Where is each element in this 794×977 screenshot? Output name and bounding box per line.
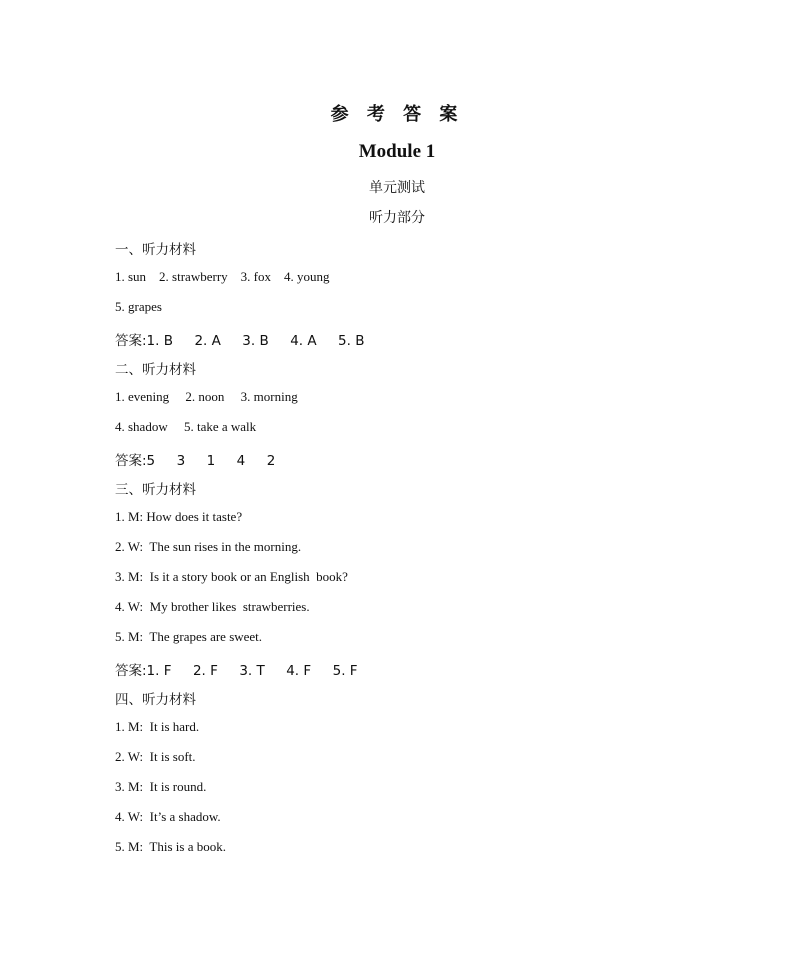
section-1-line-2: 5. grapes <box>115 299 162 314</box>
section-4-line-5: 5. M: This is a book. <box>115 839 226 854</box>
section-3-line-2: 2. W: The sun rises in the morning. <box>115 539 302 554</box>
section-1-answer: 答案:1. B 2. A 3. B 4. A 5. B <box>115 333 365 349</box>
section-1-heading: 一、听力材料 <box>115 242 196 258</box>
listening-part-heading: 听力部分 <box>369 210 425 226</box>
page-title: 参 考 答 案 <box>330 104 464 125</box>
section-2-answer: 答案:5 3 1 4 2 <box>115 453 276 469</box>
section-3-line-1: 1. M: How does it taste? <box>115 509 243 524</box>
section-2-line-2: 4. shadow 5. take a walk <box>115 419 257 434</box>
section-3-line-3: 3. M: Is it a story book or an English book? <box>115 569 348 584</box>
section-4-line-3: 3. M: It is round. <box>115 779 207 794</box>
section-4-line-1: 1. M: It is hard. <box>115 719 200 734</box>
section-3-answer: 答案:1. F 2. F 3. T 4. F 5. F <box>115 663 358 679</box>
section-4-heading: 四、听力材料 <box>115 692 196 708</box>
section-1-line-1: 1. sun 2. strawberry 3. fox 4. young <box>115 269 330 284</box>
module-heading: Module 1 <box>358 141 436 162</box>
section-3-line-4: 4. W: My brother likes strawberries. <box>115 599 310 614</box>
section-4-line-4: 4. W: It’s a shadow. <box>115 809 221 824</box>
section-3-heading: 三、听力材料 <box>115 482 196 498</box>
section-3-line-5: 5. M: The grapes are sweet. <box>115 629 263 644</box>
section-4-line-2: 2. W: It is soft. <box>115 749 196 764</box>
section-2-heading: 二、听力材料 <box>115 362 196 378</box>
section-2-line-1: 1. evening 2. noon 3. morning <box>115 389 298 404</box>
unit-test-heading: 单元测试 <box>369 180 425 196</box>
